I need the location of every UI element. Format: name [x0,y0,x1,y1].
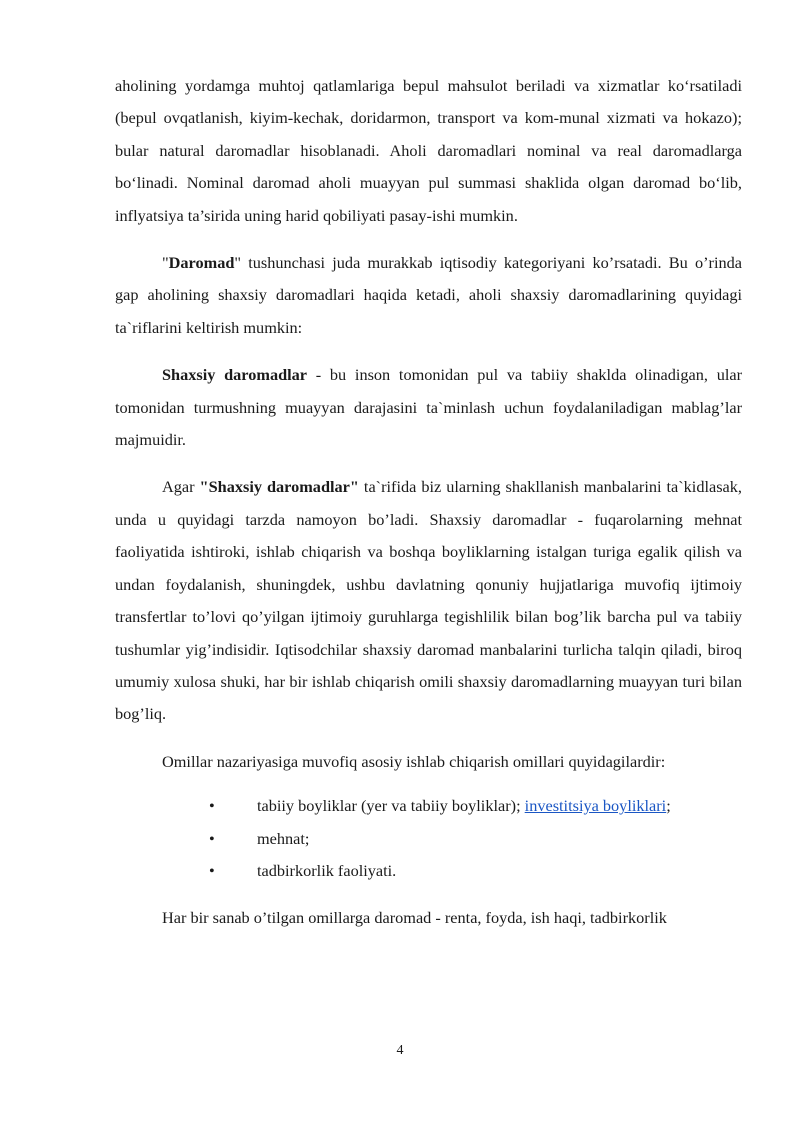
page-number: 4 [396,1043,404,1058]
term-shaxsiy-daromadlar: Shaxsiy daromadlar [162,365,308,385]
investitsiya-link[interactable]: investitsiya boyliklari [524,796,667,816]
list-item: • mehnat; [115,823,742,855]
list-item: • tabiiy boyliklar (yer va tabiiy boyliklar); investitsiya boyliklari; [115,790,742,822]
document-page [115,70,742,935]
paragraph-4: Agar "Shaxsiy daromadlar" ta`rifida biz ularning shakllanish manbalarini ta`kidlasak, unda u quyidagi tarzda namoyon bo’ladi. Shaxsiy daromadlar - fuqarolarning mehnat faoliyatida ishtiroki, ishlab chiqarish va boshqa boyliklarning istalgan turiga egalik qilish va undan foydalanish, shuningdek, ushbu davlatning qonuniy hujjatlariga muvofiq ijtimoiy transfertlar to’lovi qo’yilgan ijtimoiy guruhlarga tegishlilik bilan bog’lik barcha pul va tabiiy tushumlar yig’indisidir. Iqtisodchilar shaxsiy daromad manbalarini turlicha talqin qiladi, biroq umumiy xulosa shuki, har bir ishlab chiqarish omili shaxsiy daromadlarning muayyan turi bilan bog’liq. [115,477,742,724]
bullet-icon: • [209,828,215,848]
bullet-icon: • [209,796,215,816]
paragraph-2: "Daromad" tushunchasi juda murakkab iqtisodiy kategoriyani ko’rsatadi. Bu o’rinda gap aholining shaxsiy daromadlari haqida ketadi, aholi shaxsiy daromadlarining quyidagi ta`riflarini keltirish mumkin: [115,253,742,337]
paragraph-6: Har bir sanab o’tilgan omillarga daromad - renta, foyda, ish haqi, tadbirkorlik [162,908,667,928]
term-shaxsiy-daromadlar-quoted: "Shaxsiy daromadlar" [199,477,359,497]
bullet-icon: • [209,860,215,880]
paragraph-3: Shaxsiy daromadlar - bu inson tomonidan pul va tabiiy shaklda olinadigan, ular tomonidan turmushning muayyan darajasini ta`minlash uchun foydalaniladigan mablag’lar majmuidir. [115,365,743,450]
factors-list [115,790,742,887]
paragraph-1: aholining yordamga muhtoj qatlamlariga bepul mahsulot beriladi va xizmatlar ko‘rsatiladi (bepul ovqatlanish, kiyim-kechak, doridarmon, transport va kom-munal xizmati va hokazo); bular natural daromadlar hisoblanadi. Aholi daromadlari nominal va real daromadlarga bo‘linadi. Nominal daromad aholi muayyan pul summasi shaklida olgan daromad bo‘lib, inflyatsiya ta’sirida uning harid qobiliyati pasay-ishi mumkin. [115,76,742,225]
list-item: • tadbirkorlik faoliyati. [115,855,742,887]
term-daromad: Daromad [168,253,235,273]
paragraph-5: Omillar nazariyasiga muvofiq asosiy ishlab chiqarish omillari quyidagilardir: [162,751,666,771]
